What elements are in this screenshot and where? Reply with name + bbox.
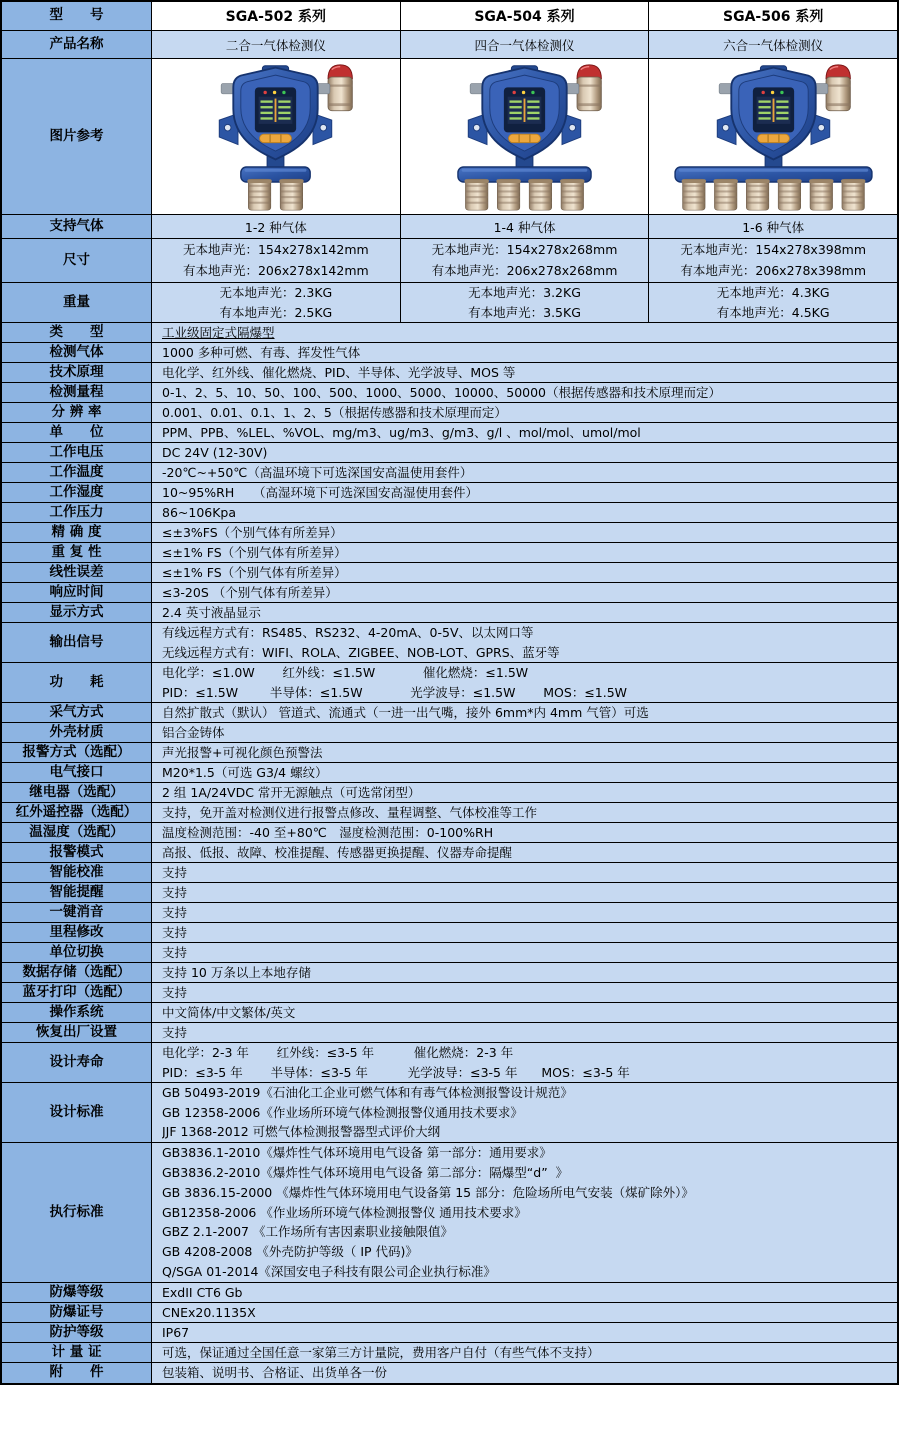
- spec-value: [152, 803, 897, 822]
- sensor-cylinder: [713, 179, 737, 210]
- spec-value-line: 中文简体/中文繁体/英文: [162, 1005, 296, 1020]
- weight-row: [2, 283, 897, 323]
- spec-value-line: 支持: [162, 885, 188, 900]
- spec-value: [152, 343, 897, 362]
- spec-row: [2, 1303, 897, 1323]
- spec-label: 输出信号: [2, 623, 152, 662]
- spec-row: [2, 1323, 897, 1343]
- spec-value-line: 支持: [162, 945, 188, 960]
- sensor-cylinder: [777, 179, 801, 210]
- spec-value-line: GB 12358-2006《作业场所环境气体检测报警仪通用技术要求》: [162, 1104, 523, 1120]
- spec-value-line: IP67: [162, 1325, 190, 1340]
- spec-value-line: 支持: [162, 925, 188, 940]
- size-row-label: 尺寸: [2, 239, 152, 282]
- spec-row: [2, 523, 897, 543]
- spec-value-line: -20℃~+50℃（高温环境下可选深国安高温使用套件）: [162, 465, 473, 480]
- spec-value-line: CNEx20.1135X: [162, 1305, 256, 1320]
- size-506: [649, 239, 897, 282]
- spec-value: [152, 763, 897, 782]
- spec-label: 单位切换: [2, 943, 152, 962]
- product-name-row: [2, 31, 897, 59]
- spec-row: [2, 343, 897, 363]
- spec-value-line: 支持: [162, 865, 188, 880]
- spec-row: [2, 663, 897, 703]
- spec-value: [152, 383, 897, 402]
- spec-value-line: 2 组 1A/24VDC 常开无源触点（可选常闭型）: [162, 785, 421, 800]
- spec-value-line: 包装箱、说明书、合格证、出货单各一份: [162, 1365, 388, 1380]
- spec-value: [152, 703, 897, 722]
- spec-value-line: ≤±1% FS（个别气体有所差异）: [162, 565, 347, 580]
- spec-label: 检测量程: [2, 383, 152, 402]
- spec-value-line: 有线远程方式有：RS485、RS232、4-20mA、0-5V、以太网口等: [162, 625, 534, 640]
- product-photo-6gas: [649, 59, 897, 214]
- spec-value: [152, 403, 897, 422]
- spec-row: [2, 1083, 897, 1143]
- spec-label: 智能校准: [2, 863, 152, 882]
- spec-value: [152, 543, 897, 562]
- alarm-beacon: [328, 64, 352, 110]
- spec-value: [152, 1363, 897, 1383]
- spec-value: [152, 523, 897, 542]
- spec-value: [152, 843, 897, 862]
- supported-gas-row: [2, 215, 897, 239]
- spec-value-line: 0-1、2、5、10、50、100、500、1000、5000、10000、50000（根据传感器和技术原理而定）: [162, 385, 722, 400]
- sensor-cylinder: [528, 179, 552, 210]
- spec-label: 类 型: [2, 323, 152, 342]
- spec-row: [2, 703, 897, 723]
- spec-value-line: 自然扩散式（默认） 管道式、流通式（一进一出气嘴，接外 6mm*内 4mm 气管）可选: [162, 705, 649, 720]
- spec-row: [2, 383, 897, 403]
- spec-value-line: 电化学：≤1.0W 红外线：≤1.5W 催化燃烧：≤1.5W: [162, 665, 529, 680]
- spec-row: [2, 363, 897, 383]
- gas-row-label: 支持气体: [2, 215, 152, 238]
- spec-label: 精 确 度: [2, 523, 152, 542]
- spec-label: 显示方式: [2, 603, 152, 622]
- size-line: 无本地声光：154x278x142mm: [182, 242, 369, 257]
- spec-value: [152, 1323, 897, 1342]
- spec-value: [152, 943, 897, 962]
- spec-row: [2, 403, 897, 423]
- spec-row: [2, 423, 897, 443]
- spec-row: [2, 763, 897, 783]
- spec-row: [2, 503, 897, 523]
- spec-row: [2, 743, 897, 763]
- spec-row: [2, 563, 897, 583]
- gas-detector-illustration: [163, 62, 388, 212]
- spec-label: 分 辨 率: [2, 403, 152, 422]
- product-name-4in1: 四合一气体检测仪: [401, 31, 650, 58]
- size-502: [152, 239, 401, 282]
- spec-row: [2, 1283, 897, 1303]
- spec-label: 功 耗: [2, 663, 152, 702]
- spec-value-line: ≤3-20S （个别气体有所差异）: [162, 585, 338, 600]
- spec-value-line: ≤±1% FS（个别气体有所差异）: [162, 545, 347, 560]
- sensor-cylinder: [841, 179, 865, 210]
- spec-label: 温湿度（选配）: [2, 823, 152, 842]
- spec-label: 操作系统: [2, 1003, 152, 1022]
- spec-label: 执行标准: [2, 1143, 152, 1282]
- sensor-cylinder: [560, 179, 584, 210]
- spec-value: [152, 883, 897, 902]
- spec-value-line: PID：≤3-5 年 半导体：≤3-5 年 光学波导：≤3-5 年 MOS：≤3-5 年: [162, 1064, 630, 1080]
- weight-line: 无本地声光：2.3KG: [219, 285, 333, 300]
- spec-value: [152, 743, 897, 762]
- spec-value-line: 可选，保证通过全国任意一家第三方计量院，费用客户自付（有些气体不支持）: [162, 1345, 600, 1360]
- gas-count-504: 1-4 种气体: [401, 215, 650, 238]
- spec-label: 蓝牙打印（选配）: [2, 983, 152, 1002]
- spec-value: [152, 983, 897, 1002]
- spec-value-line: GB3836.2-2010《爆炸性气体环境用电气设备 第二部分：隔爆型“d” 》: [162, 1164, 569, 1180]
- spec-value-line: GB 3836.15-2000 《爆炸性气体环境用电气设备第 15 部分：危险场所电气安装（煤矿除外）》: [162, 1184, 694, 1200]
- spec-value-line: GBZ 2.1-2007 《工作场所有害因素职业接触限值》: [162, 1224, 453, 1240]
- spec-value: [152, 323, 897, 342]
- spec-label: 响应时间: [2, 583, 152, 602]
- spec-label: 恢复出厂设置: [2, 1023, 152, 1042]
- spec-value: [152, 503, 897, 522]
- product-name-6in1: 六合一气体检测仪: [649, 31, 897, 58]
- spec-row: [2, 943, 897, 963]
- spec-value-line: 高报、低报、故障、校准提醒、传感器更换提醒、仪器寿命提醒: [162, 845, 513, 860]
- model-name-sga502: SGA-502 系列: [152, 2, 401, 30]
- spec-value-line: 0.001、0.01、0.1、1、2、5（根据传感器和技术原理而定）: [162, 405, 507, 420]
- spec-value-line: 支持，免开盖对检测仪进行报警点修改、量程调整、气体校准等工作: [162, 805, 538, 820]
- spec-value: [152, 1343, 897, 1362]
- spec-label: 里程修改: [2, 923, 152, 942]
- spec-label: 报警方式（选配）: [2, 743, 152, 762]
- alarm-beacon: [577, 64, 601, 110]
- spec-label: 线性误差: [2, 563, 152, 582]
- spec-row: [2, 483, 897, 503]
- spec-value: [152, 963, 897, 982]
- spec-value-line: 声光报警+可视化颜色预警法: [162, 745, 323, 760]
- weight-line: 无本地声光：4.3KG: [716, 285, 830, 300]
- sensor-cylinder: [280, 179, 304, 210]
- spec-value-line: GB3836.1-2010《爆炸性气体环境用电气设备 第一部分：通用要求》: [162, 1145, 552, 1160]
- gas-detector-illustration: [412, 62, 637, 212]
- spec-label: 重 复 性: [2, 543, 152, 562]
- spec-row: [2, 1003, 897, 1023]
- spec-value: [152, 483, 897, 502]
- size-line: 有本地声光：206x278x268mm: [431, 263, 618, 278]
- spec-rows-section: [2, 323, 897, 1383]
- spec-value-line: M20*1.5（可选 G3/4 螺纹）: [162, 765, 328, 780]
- spec-value: [152, 903, 897, 922]
- weight-line: 有本地声光：2.5KG: [219, 305, 333, 320]
- spec-label: 防爆等级: [2, 1283, 152, 1302]
- size-line: 无本地声光：154x278x398mm: [680, 242, 867, 257]
- spec-row: [2, 863, 897, 883]
- sensor-cylinder: [465, 179, 489, 210]
- weight-502: [152, 283, 401, 322]
- size-line: 有本地声光：206x278x142mm: [182, 263, 369, 278]
- spec-label: 设计标准: [2, 1083, 152, 1142]
- weight-504: [401, 283, 650, 322]
- spec-label: 报警模式: [2, 843, 152, 862]
- sensor-cylinder: [248, 179, 272, 210]
- weight-506: [649, 283, 897, 322]
- spec-value-line: GB 4208-2008 《外壳防护等级（ IP 代码)》: [162, 1244, 418, 1260]
- spec-value-line: 无线远程方式有：WIFI、ROLA、ZIGBEE、NOB-LOT、GPRS、蓝牙等: [162, 644, 560, 660]
- spec-label: 红外遥控器（选配）: [2, 803, 152, 822]
- spec-value-line: 支持: [162, 985, 188, 1000]
- size-row: [2, 239, 897, 283]
- spec-row: [2, 883, 897, 903]
- spec-row: [2, 823, 897, 843]
- spec-value: [152, 583, 897, 602]
- spec-value: [152, 623, 897, 662]
- spec-label: 工作电压: [2, 443, 152, 462]
- spec-value-line: 2.4 英寸液晶显示: [162, 605, 261, 620]
- spec-value-line: 支持: [162, 1025, 188, 1040]
- spec-row: [2, 1023, 897, 1043]
- spec-row: [2, 983, 897, 1003]
- image-row-label: 图片参考: [2, 59, 152, 214]
- spec-value-line: Q/SGA 01-2014《深国安电子科技有限公司企业执行标准》: [162, 1264, 496, 1280]
- spec-value-line: 电化学：2-3 年 红外线：≤3-5 年 催化燃烧：2-3 年: [162, 1045, 514, 1060]
- spec-value: [152, 1143, 897, 1282]
- spec-row: [2, 963, 897, 983]
- spec-value: [152, 783, 897, 802]
- spec-value: [152, 1083, 897, 1142]
- spec-row: [2, 583, 897, 603]
- spec-value: [152, 423, 897, 442]
- spec-row: [2, 783, 897, 803]
- spec-value-line: 86~106Kpa: [162, 505, 237, 520]
- spec-row: [2, 1363, 897, 1383]
- spec-label: 继电器（选配）: [2, 783, 152, 802]
- spec-value: [152, 1003, 897, 1022]
- size-line: 有本地声光：206x278x398mm: [680, 263, 867, 278]
- spec-value: [152, 463, 897, 482]
- spec-value: [152, 443, 897, 462]
- spec-label: 数据存储（选配）: [2, 963, 152, 982]
- spec-label: 工作压力: [2, 503, 152, 522]
- weight-line: 有本地声光：3.5KG: [468, 305, 581, 320]
- spec-label: 智能提醒: [2, 883, 152, 902]
- spec-row: [2, 923, 897, 943]
- spec-value: [152, 563, 897, 582]
- product-row-label: 产品名称: [2, 31, 152, 58]
- spec-row: [2, 623, 897, 663]
- spec-label: 计 量 证: [2, 1343, 152, 1362]
- spec-row: [2, 463, 897, 483]
- spec-value-line: ≤±3%FS（个别气体有所差异）: [162, 525, 343, 540]
- product-photo-2gas: [152, 59, 401, 214]
- spec-row: [2, 723, 897, 743]
- spec-row: [2, 843, 897, 863]
- gas-detector-illustration: [661, 62, 886, 212]
- spec-value-line: 支持: [162, 905, 188, 920]
- spec-label: 外壳材质: [2, 723, 152, 742]
- spec-value-line: 10~95%RH （高湿环境下可选深国安高湿使用套件）: [162, 485, 478, 500]
- spec-value: [152, 1283, 897, 1302]
- sensor-cylinder: [809, 179, 833, 210]
- spec-row: [2, 1043, 897, 1083]
- gas-count-502: 1-2 种气体: [152, 215, 401, 238]
- spec-label: 工作湿度: [2, 483, 152, 502]
- spec-row: [2, 323, 897, 343]
- spec-value: [152, 663, 897, 702]
- spec-value: [152, 1023, 897, 1042]
- spec-label: 工作温度: [2, 463, 152, 482]
- spec-row: [2, 903, 897, 923]
- alarm-beacon: [826, 64, 850, 110]
- gas-count-506: 1-6 种气体: [649, 215, 897, 238]
- spec-value-line: GB 50493-2019《石油化工企业可燃气体和有毒气体检测报警设计规范》: [162, 1085, 573, 1100]
- spec-value: [152, 1043, 897, 1082]
- sensor-cylinder: [496, 179, 520, 210]
- spec-label: 检测气体: [2, 343, 152, 362]
- product-photo-4gas: [401, 59, 650, 214]
- spec-value: [152, 723, 897, 742]
- model-header-row: [2, 2, 897, 31]
- spec-value-line: ExdII CT6 Gb: [162, 1285, 243, 1300]
- model-row-label: 型 号: [2, 2, 152, 30]
- size-504: [401, 239, 650, 282]
- spec-label: 附 件: [2, 1363, 152, 1383]
- spec-row: [2, 1343, 897, 1363]
- spec-value: [152, 923, 897, 942]
- spec-value-line: 温度检测范围：-40 至+80℃ 湿度检测范围：0-100%RH: [162, 825, 494, 840]
- product-name-2in1: 二合一气体检测仪: [152, 31, 401, 58]
- spec-value: [152, 363, 897, 382]
- spec-value-line: PID：≤1.5W 半导体：≤1.5W 光学波导：≤1.5W MOS：≤1.5W: [162, 684, 628, 700]
- spec-row: [2, 803, 897, 823]
- weight-row-label: 重量: [2, 283, 152, 322]
- spec-value: [152, 603, 897, 622]
- spec-value-line: 电化学、红外线、催化燃烧、PID、半导体、光学波导、MOS 等: [162, 365, 516, 380]
- sensor-cylinder: [745, 179, 769, 210]
- weight-line: 无本地声光：3.2KG: [468, 285, 581, 300]
- spec-value-line: 支持 10 万条以上本地存储: [162, 965, 311, 980]
- spec-label: 技术原理: [2, 363, 152, 382]
- spec-row: [2, 543, 897, 563]
- spec-value-line: 1000 多种可燃、有毒、挥发性气体: [162, 345, 361, 360]
- image-reference-row: [2, 59, 897, 215]
- spec-value-line: JJF 1368-2012 可燃气体检测报警器型式评价大纲: [162, 1124, 441, 1140]
- spec-label: 防护等级: [2, 1323, 152, 1342]
- model-name-sga504: SGA-504 系列: [401, 2, 650, 30]
- spec-value-line: PPM、PPB、%LEL、%VOL、mg/m3、ug/m3、g/m3、g/l 、mol/mol、umol/mol: [162, 425, 641, 440]
- spec-label: 电气接口: [2, 763, 152, 782]
- spec-value-line: 工业级固定式隔爆型: [162, 325, 275, 340]
- spec-value-line: DC 24V (12-30V): [162, 445, 268, 460]
- sensor-cylinder: [681, 179, 705, 210]
- spec-row: [2, 443, 897, 463]
- spec-label: 单 位: [2, 423, 152, 442]
- size-line: 无本地声光：154x278x268mm: [431, 242, 618, 257]
- spec-label: 设计寿命: [2, 1043, 152, 1082]
- weight-line: 有本地声光：4.5KG: [716, 305, 830, 320]
- spec-value: [152, 863, 897, 882]
- spec-label: 采气方式: [2, 703, 152, 722]
- spec-row: [2, 1143, 897, 1283]
- spec-row: [2, 603, 897, 623]
- spec-value-line: 铝合金铸体: [162, 725, 225, 740]
- spec-value-line: GB12358-2006 《作业场所环境气体检测报警仪 通用技术要求》: [162, 1204, 527, 1220]
- spec-value: [152, 1303, 897, 1322]
- spec-value: [152, 823, 897, 842]
- spec-label: 防爆证号: [2, 1303, 152, 1322]
- model-name-sga506: SGA-506 系列: [649, 2, 897, 30]
- spec-label: 一键消音: [2, 903, 152, 922]
